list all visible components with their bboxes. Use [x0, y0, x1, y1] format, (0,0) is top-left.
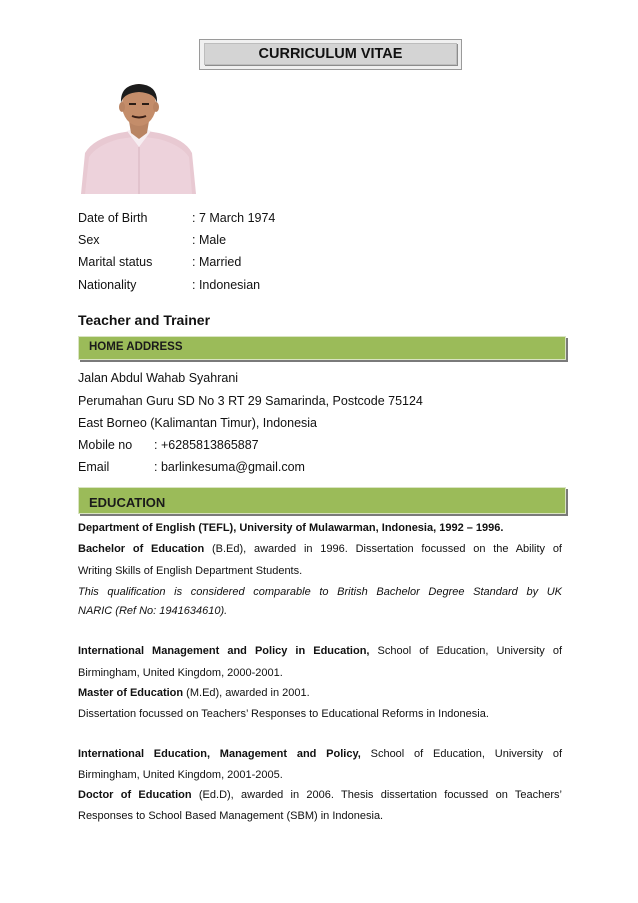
edu1-degree-rest: (B.Ed), awarded in 1996. Dissertation focussed on the Ability of	[204, 543, 562, 555]
edu1-department: Department of English (TEFL), University of Mulawarman, Indonesia, 1992 – 1996.	[78, 522, 504, 534]
edu2-program: International Management and Policy in Education,	[78, 645, 370, 657]
edu3-degree: Doctor of Education	[78, 789, 192, 801]
dob-label: Date of Birth	[78, 211, 148, 225]
marital-label: Marital status	[78, 255, 153, 269]
address-line-3: East Borneo (Kalimantan Timur), Indonesia	[78, 416, 318, 430]
sex-value: : Male	[192, 233, 227, 247]
nationality-value: : Indonesian	[192, 278, 261, 292]
edu3-program: International Education, Management and Policy,	[78, 748, 361, 760]
edu2-program-line	[78, 641, 562, 662]
marital-value: : Married	[192, 255, 242, 269]
edu1-degree-line	[78, 539, 562, 560]
edu1-note-line-2: NARIC (Ref No: 1941634610).	[78, 605, 228, 617]
mobile-label: Mobile no	[78, 438, 133, 452]
edu2-location: Birmingham, United Kingdom, 2000-2001.	[78, 667, 283, 679]
dob-value: : 7 March 1974	[192, 211, 276, 225]
home-address-heading: HOME ADDRESS	[89, 341, 183, 353]
edu3-location: Birmingham, United Kingdom, 2001-2005.	[78, 769, 283, 781]
education-bar	[78, 487, 566, 514]
edu1-note-line-1: This qualification is considered comparable to British Bachelor Degree Standard by UK	[78, 586, 562, 598]
title-box	[199, 39, 462, 70]
edu1-degree: Bachelor of Education	[78, 543, 205, 555]
edu3-degree-rest: (Ed.D), awarded in 2006. Thesis dissertation focussed on Teachers’	[191, 789, 562, 801]
profile-photo	[79, 81, 198, 194]
edu2-degree-line	[78, 683, 562, 704]
mobile-value: : +6285813865887	[154, 438, 259, 452]
edu2-dissertation: Dissertation focussed on Teachers’ Responses to Educational Reforms in Indonesia.	[78, 708, 489, 720]
home-address-bar	[78, 336, 566, 360]
edu3-rest: School of Education, University of	[360, 748, 563, 760]
email-row	[78, 460, 305, 474]
edu3-thesis: Responses to School Based Management (SBM) in Indonesia.	[78, 810, 384, 822]
role-title: Teacher and Trainer	[78, 312, 211, 328]
edu3-degree-line	[78, 785, 562, 806]
education-heading: EDUCATION	[89, 495, 166, 510]
edu3-program-line	[78, 744, 562, 765]
email-label: Email	[78, 460, 110, 474]
mobile-row	[78, 438, 259, 452]
edu2-rest: School of Education, University of	[369, 645, 563, 657]
edu1-degree-line-2: Writing Skills of English Department Students.	[78, 565, 303, 577]
nationality-label: Nationality	[78, 278, 137, 292]
edu2-degree: Master of Education	[78, 687, 184, 699]
sex-label: Sex	[78, 233, 100, 247]
document-title: CURRICULUM VITAE	[204, 43, 457, 65]
address-line-2: Perumahan Guru SD No 3 RT 29 Samarinda, Postcode 75124	[78, 394, 423, 408]
email-value: : barlinkesuma@gmail.com	[154, 460, 305, 474]
edu2-degree-rest: (M.Ed), awarded in 2001.	[183, 687, 310, 699]
address-line-1: Jalan Abdul Wahab Syahrani	[78, 371, 239, 385]
